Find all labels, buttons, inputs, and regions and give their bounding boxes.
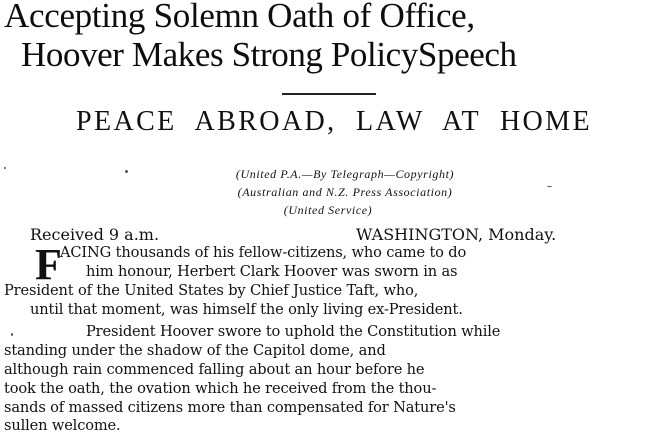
dateline-place: WASHINGTON, Monday.: [356, 225, 557, 244]
article-line-6: standing under the shadow of the Capitol dome, and: [4, 342, 386, 359]
article-line-9: sands of massed citizens more than compensated for Nature's: [4, 399, 456, 416]
article-line-1: ACING thousands of his fellow-citizens, who came to do: [60, 244, 467, 261]
print-speck: [125, 170, 128, 173]
subheadline: PEACE ABROAD, LAW AT HOME: [76, 106, 592, 137]
article-line-7: although rain commenced falling about an hour before he: [4, 361, 425, 378]
credit-line-2: (Australian and N.Z. Press Association): [237, 185, 453, 199]
article-line-2: him honour, Herbert Clark Hoover was sworn in as: [86, 263, 458, 280]
article-line-8: took the oath, the ovation which he received from the thou-: [4, 380, 437, 397]
headline-line-1: Accepting Solemn Oath of Office,: [4, 0, 475, 35]
credit-line-1: (United P.A.—By Telegraph—Copyright): [235, 167, 455, 181]
received-time: Received 9 a.m.: [30, 225, 160, 244]
headline-line-2: Hoover Makes Strong PolicySpeech: [21, 35, 517, 74]
article-line-4: until that moment, was himself the only living ex-President.: [30, 301, 463, 318]
print-speck: [11, 333, 13, 336]
article-line-3: President of the United States by Chief Justice Taft, who,: [4, 282, 419, 299]
headline-divider: [282, 93, 376, 95]
article-line-5: President Hoover swore to uphold the Constitution while: [86, 323, 501, 340]
article-line-10: sullen welcome.: [4, 417, 121, 434]
print-speck: [4, 167, 6, 169]
print-speck: [547, 186, 552, 187]
drop-cap: F: [35, 240, 62, 289]
credit-line-3: (United Service): [283, 203, 373, 217]
